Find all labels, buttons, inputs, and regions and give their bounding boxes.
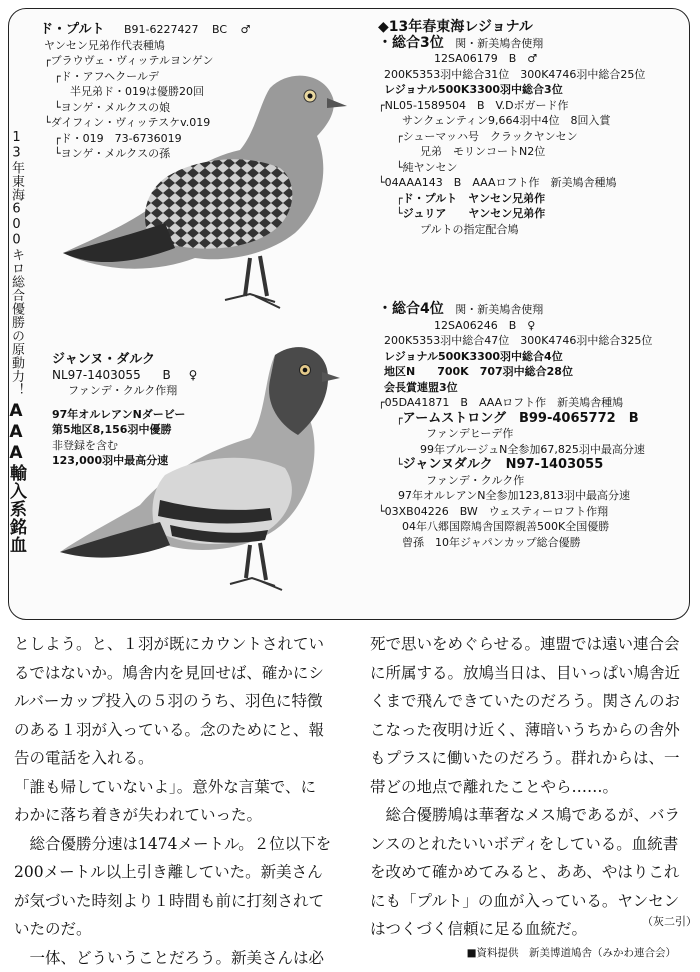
article-line: わかに落ち着きが失われていった。 [14, 801, 331, 830]
article-line: ンスのとれたいいボディをしている。血統書 [370, 830, 680, 859]
rank-4-line: ファンデ・クルク作 [378, 473, 652, 489]
rank-3-line: サンクェンティン9,664羽中4位 8回入賞 [378, 113, 645, 129]
pedigree-line: ダイフィン・ヴィッテスケv.019 [51, 116, 211, 129]
rank-4-line: レジョナル500K3300羽中総合4位 [378, 349, 652, 365]
article-line: が気づいた時刻より１時間も前に打刻されて [14, 887, 331, 916]
article-line: はつくづく信頼に足る血統だ。 [370, 915, 680, 944]
article-line: に所属する。放鳩当日は、目いっぱい鳩舎近 [370, 659, 680, 688]
rank-4-owner: 関・新美鳩舎使翔 [455, 303, 543, 316]
rank-3-dam: 04AAA143 B AAAロフト作 新美鳩舎種鳩 [385, 176, 617, 189]
article-line: 200メートル以上引き離していた。新美さん [14, 858, 331, 887]
cock-name: ド・プルト [40, 22, 104, 37]
article-column-right [370, 630, 680, 944]
hen-breeder: ファンデ・クルク作翔 [52, 383, 197, 399]
rank-3-line: プルトの指定配合鳩 [378, 222, 645, 238]
cock-sex-symbol: ♂ [241, 23, 251, 36]
pedigree-line: ド・アフヘクールデ [61, 70, 159, 83]
rank-4-dam: 03XB04226 BW ウェスティーロフト作翔 [385, 505, 609, 518]
cock-tag: BC [212, 23, 227, 36]
rank-3-title: ・総合3位 [378, 35, 444, 51]
rank-3-line: シューマッハ号 クラックヤンセン [403, 130, 578, 143]
sidebar-caption-title: AAA輸入系銘血 [4, 401, 28, 554]
cock-pedigree: ド・プルト B91-6227427 BC ♂ ヤンセン兄弟作代表種鳩 ┌ブラウヴェ・ヴィッテルヨンゲン ┌ド・アフヘクールデ 半兄弟ド・019は優勝20回 └ヨンゲ・メルクスの娘 └ダイフィン・ヴィッテスケv.019 ┌ド・019 73-6736019 └ヨンゲ・メルクスの孫 [40, 22, 250, 162]
sidebar-caption [2, 130, 30, 600]
rank-3-owner: 関・新美鳩舎使翔 [455, 37, 543, 50]
pedigree-line: ヨンゲ・メルクスの娘 [61, 101, 170, 114]
pedigree-line: ヨンゲ・メルクスの孫 [61, 147, 170, 160]
hen-note: 第5地区8,156羽中優勝 [52, 422, 197, 438]
article-line: いたのだ。 [14, 915, 331, 944]
article-line: 総合優勝鳩は華奢なメス鳩であるが、バラ [370, 801, 680, 830]
article-line: 帯どの地点で離れたことやら……。 [370, 773, 680, 802]
article-line: 告の電話を入れる。 [14, 744, 331, 773]
hen-name: ジャンヌ・ダルク [52, 352, 155, 367]
hen-note: 非登録を含む [52, 438, 197, 454]
article-line: を改めて確かめてみると、ああ、やはりこれ [370, 858, 680, 887]
article-line: くまで飛んできていたのだろう。関さんのお [370, 687, 680, 716]
pedigree-line: ブラウヴェ・ヴィッテルヨンゲン [51, 54, 214, 67]
rank-4-line: ファンデヒーデ作 [378, 426, 652, 442]
author-signature: （灰二引） [642, 913, 697, 929]
pedigree-line: 半兄弟ド・019は優勝20回 [40, 84, 250, 100]
article-line: もプラスに働いたのだろう。群れからは、一 [370, 744, 680, 773]
article-line: 一体、どういうことだろう。新美さんは必 [14, 944, 331, 972]
rank-3-sire: NL05-1589504 B V.Dボガード作 [385, 99, 569, 112]
article-column-left [14, 630, 331, 972]
rank-4-line: 99年ブルージュN全参加67,825羽中最高分速 [378, 442, 652, 458]
blue-bar-hen-pigeon-image [60, 340, 370, 602]
race-results-pedigree: ◆13年春東海レジョナル ・総合3位 関・新美鳩舎使翔 12SA06179 B ♂ 200K5353羽中総合31位 300K4746羽中総合25位 レジョナル500K3300羽中総合3位 ┌NL05-1589504 B V.Dボガード作 サンクェンティン9,664羽中4位 8回入賞 ┌シューマッハ号 クラックヤンセン 兄弟 モリンコートN2位 └純ヤンセン └04AAA143 B AAAロフト作 新美鳩舎種鳩 ┌ド・プルト ヤンセン兄弟作 └ジュリア ヤンセン兄弟作 プルトの指定配合鳩 [378, 20, 645, 237]
article-line: こなった夜明け近く、薄暗いうちからの舎外 [370, 716, 680, 745]
article-line: 総合優勝分速は1474メートル。２位以下を [14, 830, 331, 859]
rank-4-line: 曾孫 10年ジャパンカップ総合優勝 [378, 535, 652, 551]
rank-3-ring: 12SA06179 B ♂ [378, 51, 645, 67]
hen-ring: NL97-1403055 [52, 368, 141, 382]
rank-4-line: 会長賞連盟3位 [378, 380, 652, 396]
article-line: にも「プルト」の血が入っている。ヤンセン [370, 887, 680, 916]
hen-note: 123,000羽中最高分速 [52, 453, 197, 469]
article-line: ルバーカップ投入の５羽のうち、羽色に特徴 [14, 687, 331, 716]
rank-3-line: ド・プルト ヤンセン兄弟作 [403, 192, 545, 205]
article-line: としよう。と、１羽が既にカウントされてい [14, 630, 331, 659]
source-credit: ■資料提供 新美博道鳩舎（みかわ連合会） [467, 945, 676, 960]
rank-4-ring: 12SA06246 B ♀ [378, 318, 652, 334]
hen-sex-symbol: ♀ [189, 368, 198, 382]
hen-tag: B [163, 368, 171, 382]
rank-4-line: ジャンヌダルク N97-1403055 [403, 457, 604, 472]
rank-4-line: 97年オルレアンN全参加123,813羽中最高分速 [378, 488, 652, 504]
pedigree-line: ド・019 73-6736019 [61, 132, 182, 145]
race-heading: ◆13年春東海レジョナル [378, 20, 645, 36]
article-line: 死で思いをめぐらせる。連盟では遠い連合会 [370, 630, 680, 659]
rank-4-sire: 05DA41871 B AAAロフト作 新美鳩舎種鳩 [385, 396, 624, 409]
rank-4-line: 200K5353羽中総合47位 300K4746羽中総合325位 [378, 333, 652, 349]
checker-cock-pigeon-image [55, 58, 355, 328]
pedigree-line: ヤンセン兄弟作代表種鳩 [40, 38, 250, 54]
article-line: 「誰も帰していないよ」。意外な言葉で、に [14, 773, 331, 802]
rank-4-pedigree: ・総合4位 関・新美鳩舎使翔 12SA06246 B ♀ 200K5353羽中総合47位 300K4746羽中総合325位 レジョナル500K3300羽中総合4位 地区N 700K 707羽中総合28位 会長賞連盟3位 ┌05DA41871 B AAAロフト作 新美鳩舎種鳩 ┌アームストロング B99-4065772 B ファンデヒーデ作 99年ブルージュN全参加67,825羽中最高分速 └ジャンヌダルク N97-1403055 ファンデ・クルク作 97年オルレアンN全参加123,813羽中最高分速 └03XB04226 BW ウェスティーロフト作翔 04年八郷国際鳩舎国際親善500K全国優勝 曾孫 10年ジャパンカップ総合優勝 [378, 302, 652, 550]
rank-3-line: ジュリア ヤンセン兄弟作 [403, 207, 546, 220]
rank-4-line: 地区N 700K 707羽中総合28位 [378, 364, 652, 380]
rank-3-line: レジョナル500K3300羽中総合3位 [378, 82, 645, 98]
cock-ring: B91-6227427 [124, 23, 199, 36]
article-line: のある１羽が入っている。念のためにと、報 [14, 716, 331, 745]
rank-3-line: 純ヤンセン [403, 161, 458, 174]
hen-note: 97年オルレアンNダービー [52, 407, 197, 423]
sidebar-caption-line1: 13年東海600キロ総合優勝の原動力！ [4, 130, 28, 397]
rank-4-title: ・総合4位 [378, 301, 444, 317]
rank-3-line: 兄弟 モリンコートN2位 [378, 144, 645, 160]
rank-4-line: 04年八郷国際鳩舎国際親善500K全国優勝 [378, 519, 652, 535]
article-line: るではないか。鳩舎内を見回せば、確かにシ [14, 659, 331, 688]
rank-4-line: アームストロング B99-4065772 B [403, 411, 639, 426]
rank-3-line: 200K5353羽中総合31位 300K4746羽中総合25位 [378, 67, 645, 83]
